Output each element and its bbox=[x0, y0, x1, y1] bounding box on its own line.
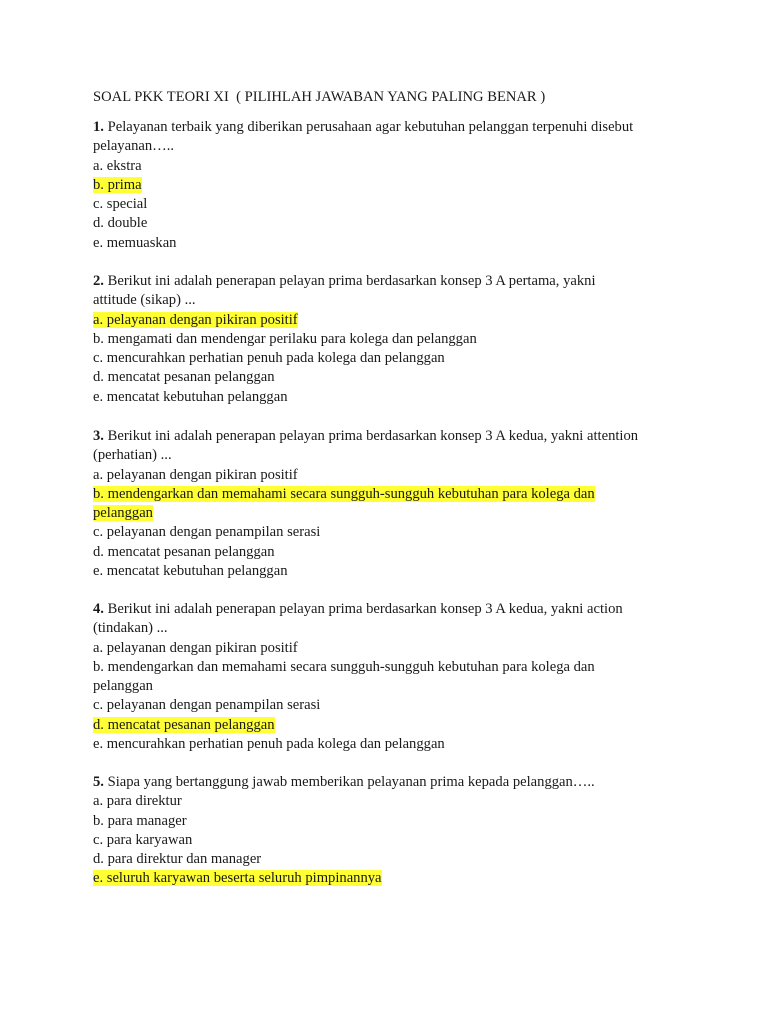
answer-option bbox=[93, 157, 683, 176]
answer-option bbox=[93, 850, 683, 869]
answer-option-text: a. pelayanan dengan pikiran positif bbox=[93, 639, 298, 656]
answer-option bbox=[93, 234, 683, 253]
question-stem-text: attitude (sikap) ... bbox=[93, 292, 196, 309]
answer-option-text: a. para direktur bbox=[93, 793, 182, 810]
answer-option bbox=[93, 792, 683, 811]
answer-option-text: pelanggan bbox=[93, 678, 153, 695]
answer-option bbox=[93, 504, 683, 523]
question-2 bbox=[93, 272, 683, 407]
correct-answer-text: b. mendengarkan dan memahami secara sungguh-sungguh kebutuhan para kolega dan bbox=[93, 485, 595, 502]
answer-option bbox=[93, 543, 683, 562]
question-stem-text: Berikut ini adalah penerapan pelayan prima berdasarkan konsep 3 A kedua, yakni action bbox=[107, 601, 623, 617]
answer-option-text: b. mendengarkan dan memahami secara sungguh-sungguh kebutuhan para kolega dan bbox=[93, 658, 595, 675]
question-number: 4. bbox=[93, 601, 104, 617]
answer-option-text: d. mencatat pesanan pelanggan bbox=[93, 543, 275, 560]
answer-option bbox=[93, 523, 683, 542]
question-stem-text: (perhatian) ... bbox=[93, 447, 172, 464]
answer-option bbox=[93, 677, 683, 696]
question-number: 3. bbox=[93, 428, 104, 444]
answer-option bbox=[93, 831, 683, 850]
answer-option bbox=[93, 311, 683, 330]
question-5 bbox=[93, 773, 683, 889]
question-stem-text: Berikut ini adalah penerapan pelayan prima berdasarkan konsep 3 A kedua, yakni attention bbox=[107, 428, 639, 444]
question-stem-text: pelayanan….. bbox=[93, 138, 175, 155]
question-stem-text: Siapa yang bertanggung jawab memberikan pelayanan prima kepada pelanggan….. bbox=[107, 774, 595, 790]
answer-option bbox=[93, 696, 683, 715]
question-number: 5. bbox=[93, 774, 104, 790]
answer-option-text: e. mencatat kebutuhan pelanggan bbox=[93, 563, 288, 580]
answer-option bbox=[93, 735, 683, 754]
correct-answer-text: e. seluruh karyawan beserta seluruh pimpinannya bbox=[93, 870, 382, 887]
answer-option bbox=[93, 368, 683, 387]
question-stem-line bbox=[93, 600, 683, 619]
answer-option-text: c. pelayanan dengan penampilan serasi bbox=[93, 697, 321, 714]
answer-option-text: b. para manager bbox=[93, 812, 187, 829]
answer-option-text: e. mencatat kebutuhan pelanggan bbox=[93, 388, 288, 405]
question-stem-line bbox=[93, 446, 683, 465]
answer-option bbox=[93, 869, 683, 888]
question-3 bbox=[93, 427, 683, 581]
question-4 bbox=[93, 600, 683, 754]
question-number: 1. bbox=[93, 119, 104, 135]
answer-option-text: d. mencatat pesanan pelanggan bbox=[93, 369, 275, 386]
answer-option-text: c. para karyawan bbox=[93, 831, 193, 848]
answer-option bbox=[93, 388, 683, 407]
answer-option bbox=[93, 658, 683, 677]
question-stem-line bbox=[93, 427, 683, 446]
answer-option bbox=[93, 176, 683, 195]
answer-option bbox=[93, 716, 683, 735]
answer-option bbox=[93, 195, 683, 214]
page-title: SOAL PKK TEORI XI ( PILIHLAH JAWABAN YANG PALING BENAR ) bbox=[93, 89, 546, 105]
answer-option bbox=[93, 349, 683, 368]
question-number: 2. bbox=[93, 273, 104, 289]
answer-option-text: a. ekstra bbox=[93, 157, 142, 174]
answer-option-text: e. memuaskan bbox=[93, 234, 177, 251]
correct-answer-text: d. mencatat pesanan pelanggan bbox=[93, 716, 275, 733]
question-stem-text: Berikut ini adalah penerapan pelayan prima berdasarkan konsep 3 A pertama, yakni bbox=[107, 273, 596, 289]
answer-option-text: c. pelayanan dengan penampilan serasi bbox=[93, 524, 321, 541]
answer-option bbox=[93, 812, 683, 831]
question-stem-line bbox=[93, 291, 683, 310]
answer-option bbox=[93, 214, 683, 233]
answer-option-text: a. pelayanan dengan pikiran positif bbox=[93, 466, 298, 483]
answer-option-text: c. mencurahkan perhatian penuh pada kolega dan pelanggan bbox=[93, 350, 445, 367]
answer-option-text: d. para direktur dan manager bbox=[93, 851, 262, 868]
question-stem-text: (tindakan) ... bbox=[93, 620, 168, 637]
answer-option bbox=[93, 330, 683, 349]
answer-option-text: d. double bbox=[93, 215, 148, 232]
question-stem-line bbox=[93, 773, 683, 792]
question-stem-line bbox=[93, 619, 683, 638]
answer-option-text: b. mengamati dan mendengar perilaku para kolega dan pelanggan bbox=[93, 330, 477, 347]
answer-option bbox=[93, 466, 683, 485]
question-stem-line bbox=[93, 272, 683, 291]
answer-option-text: e. mencurahkan perhatian penuh pada kolega dan pelanggan bbox=[93, 736, 445, 753]
question-stem-line bbox=[93, 118, 683, 137]
question-1 bbox=[93, 118, 683, 253]
correct-answer-text: pelanggan bbox=[93, 505, 153, 522]
question-stem-text: Pelayanan terbaik yang diberikan perusahaan agar kebutuhan pelanggan terpenuhi disebut bbox=[107, 119, 634, 135]
answer-option bbox=[93, 639, 683, 658]
answer-option-text: c. special bbox=[93, 196, 148, 213]
correct-answer-text: a. pelayanan dengan pikiran positif bbox=[93, 311, 298, 328]
question-stem-line bbox=[93, 137, 683, 156]
correct-answer-text: b. prima bbox=[93, 176, 142, 193]
answer-option bbox=[93, 485, 683, 504]
answer-option bbox=[93, 562, 683, 581]
